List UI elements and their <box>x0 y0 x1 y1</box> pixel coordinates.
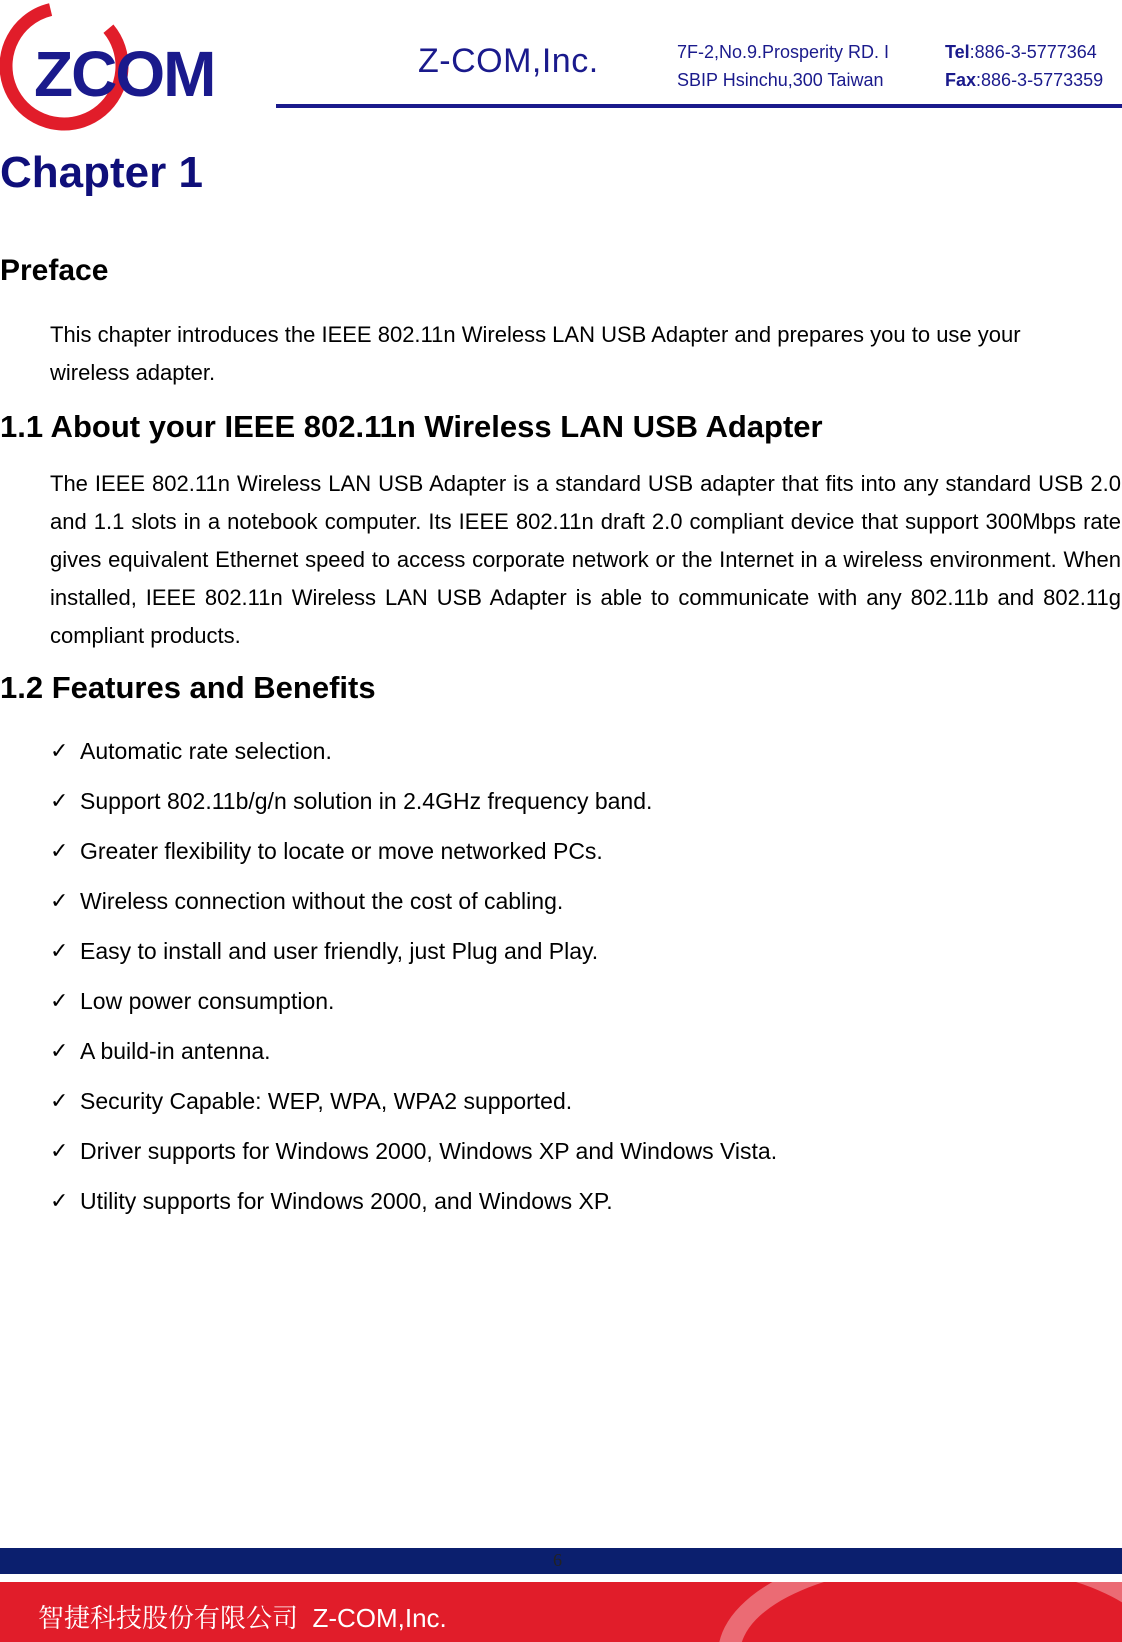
feature-text: Security Capable: WEP, WPA, WPA2 supported. <box>80 1088 573 1114</box>
tel-line <box>945 38 1103 66</box>
preface-heading: Preface <box>0 254 109 287</box>
list-item <box>50 1138 777 1188</box>
footer-company-text: 智捷科技股份有限公司 Z-COM,Inc. <box>38 1603 447 1633</box>
features-list <box>50 738 777 1238</box>
feature-text: Low power consumption. <box>80 988 335 1014</box>
checkmark-icon: ✓ <box>50 888 69 913</box>
tel-label: Tel <box>945 42 970 62</box>
list-item <box>50 938 777 988</box>
list-item <box>50 788 777 838</box>
feature-text: Utility supports for Windows 2000, and Windows XP. <box>80 1188 613 1214</box>
feature-text: Support 802.11b/g/n solution in 2.4GHz frequency band. <box>80 788 653 814</box>
feature-text: Greater flexibility to locate or move networked PCs. <box>80 838 603 864</box>
address-line-1: 7F-2,No.9.Prosperity RD. I <box>677 42 890 62</box>
tel-value: :886-3-5777364 <box>969 42 1097 62</box>
page-number: 6 <box>553 1550 562 1570</box>
preface-paragraph: This chapter introduces the IEEE 802.11n Wireless LAN USB Adapter and prepares you to use your wireless adapter. <box>50 322 1021 385</box>
checkmark-icon: ✓ <box>50 1038 69 1063</box>
checkmark-icon: ✓ <box>50 1138 69 1163</box>
address-line-2: SBIP Hsinchu,300 Taiwan <box>677 70 884 90</box>
feature-text: Automatic rate selection. <box>80 738 332 764</box>
feature-text: Wireless connection without the cost of cabling. <box>80 888 564 914</box>
page-footer <box>0 1548 1122 1642</box>
feature-text: Easy to install and user friendly, just Plug and Play. <box>80 938 599 964</box>
zcom-logo-icon <box>0 0 280 136</box>
fax-line <box>945 66 1103 94</box>
list-item <box>50 988 777 1038</box>
section-about-paragraph: The IEEE 802.11n Wireless LAN USB Adapter is a standard USB adapter that fits into any standard USB 2.0 and 1.1 slots in a notebook computer. Its IEEE 802.11n draft 2.0 compliant device that support 300Mbps rate gives equivalent Ethernet speed to access corporate network or the Internet in a wireless environment. When installed, IEEE 802.11n Wireless LAN USB Adapter is able to communicate with any 802.11b and 802.11g compliant products. <box>50 471 1121 648</box>
section-features-heading: 1.2 Features and Benefits <box>0 670 376 705</box>
fax-value: :886-3-5773359 <box>976 70 1104 90</box>
checkmark-icon: ✓ <box>50 1188 69 1213</box>
fax-label: Fax <box>945 70 977 90</box>
list-item <box>50 738 777 788</box>
company-name: Z-COM,Inc. <box>418 42 599 80</box>
list-item <box>50 888 777 938</box>
checkmark-icon: ✓ <box>50 838 69 863</box>
list-item <box>50 1188 777 1238</box>
list-item <box>50 838 777 888</box>
list-item <box>50 1038 777 1088</box>
svg-text:ZCOM: ZCOM <box>34 38 215 110</box>
checkmark-icon: ✓ <box>50 988 69 1013</box>
company-address <box>677 38 889 94</box>
checkmark-icon: ✓ <box>50 938 69 963</box>
zcom-logo <box>0 0 280 136</box>
footer-red-band <box>0 1582 1122 1642</box>
list-item <box>50 1088 777 1138</box>
checkmark-icon: ✓ <box>50 788 69 813</box>
checkmark-icon: ✓ <box>50 738 69 763</box>
swoosh-decoration <box>718 1582 1122 1642</box>
feature-text: A build-in antenna. <box>80 1038 271 1064</box>
header-divider <box>276 104 1122 108</box>
chapter-title: Chapter 1 <box>0 148 203 197</box>
page-header <box>0 0 1122 140</box>
section-about-heading: 1.1 About your IEEE 802.11n Wireless LAN USB Adapter <box>0 409 823 444</box>
feature-text: Driver supports for Windows 2000, Windows XP and Windows Vista. <box>80 1138 778 1164</box>
checkmark-icon: ✓ <box>50 1088 69 1113</box>
company-contact <box>945 38 1103 94</box>
